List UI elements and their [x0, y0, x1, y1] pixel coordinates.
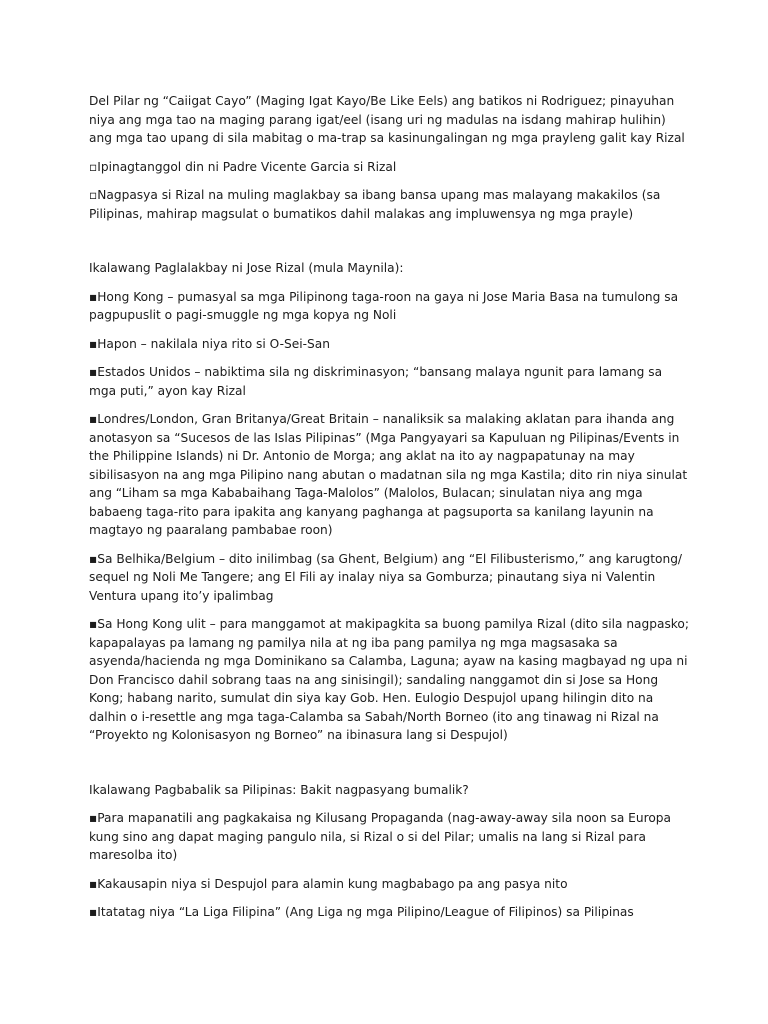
section-title-ikalawang-paglalakbay: Ikalawang Paglalakbay ni Jose Rizal (mula Maynila):	[89, 261, 404, 275]
paragraph-caiigat-cayo: Del Pilar ng “Caiigat Cayo” (Maging Igat Kayo/Be Like Eels) ang batikos ni Rodriguez; pinayuhan niya ang mga tao na maging parang igat/eel (isang uri ng madulas na isdang mahirap hulihin) ang mga tao upang di sila mabitag o ma-trap sa kasinungalingan ng mga prayleng galit kay Rizal	[89, 94, 685, 145]
list-item-hapon: ▪Hapon – nakilala niya rito si O-Sei-San	[89, 336, 330, 351]
list-item-propaganda: ▪Para mapanatili ang pagkakaisa ng Kilusang Propaganda (nag-away-away sila noon sa Europa kung sino ang dapat maging pangulo nila, si Rizal o si del Pilar; umalis na lang si Rizal para maresolba ito)	[89, 811, 671, 862]
list-item-despujol: ▪Kakausapin niya si Despujol para alamin kung magbabago pa ang pasya nito	[89, 876, 568, 891]
list-item-belhika: ▪Sa Belhika/Belgium – dito inilimbag (sa Ghent, Belgium) ang “El Filibusterismo,” ang karugtong/ sequel ng Noli Me Tangere; ang El Fili ay inalay niya sa Gomburza; pinautang siya ni Valentin Ventura upang ito’y ipalimbag	[89, 551, 683, 603]
list-item-hong-kong: ▪Hong Kong – pumasyal sa mga Pilipinong taga-roon na gaya ni Jose Maria Basa na tumulong sa pagpupuslit o pagi-smuggle ng mga kopya ng Noli	[89, 289, 679, 322]
list-item-hong-kong-ulit: ▪Sa Hong Kong ulit – para manggamot at makipagkita sa buong pamilya Rizal (dito sila nagpasko; kapapalayas pa lamang ng pamilya nila at ng iba pang pamilya ng mga magsasaka sa asyenda/hacienda ng mga Dominikano sa Calamba, Laguna; ayaw na kasing magbayad ng upa ni Don Francisco dahil sobrang taas na ang sinisingil); sandaling nanggamot din si Jose sa Hong Kong; habang narito, sumulat din siya kay Gob. Hen. Eulogio Despujol upang hilingin dito na dalhin o i-resettle ang mga taga-Calamba sa Sabah/North Borneo (ito ang tinawag ni Rizal na “Proyekto ng Kolonisasyon ng Borneo” na ibinasura lang si Despujol)	[89, 617, 689, 742]
document-page	[89, 92, 689, 932]
paragraph-garcia: ▫Ipinagtanggol din ni Padre Vicente Garcia si Rizal	[89, 159, 397, 174]
list-item-londres: ▪Londres/London, Gran Britanya/Great Britain – nanaliksik sa malaking aklatan para ihanda ang anotasyon sa “Sucesos de las Islas Pilipinas” (Mga Pangyayari sa Kapuluan ng Pilipinas/Events in the Philippine Islands) ni Dr. Antonio de Morga; ang aklat na ito ay nagpapatunay na may sibilisasyon na ang mga Pilipino nang abutan o madatnan sila ng mga Kastila; dito rin niya sinulat ang “Liham sa mga Kababaihang Taga-Malolos” (Malolos, Bulacan; sinulatan niya ang mga babaeng taga-rito para ipakita ang kanyang paghanga at pagsuporta sa kanilang layunin na magtayo ng paaralang pambabae roon)	[89, 412, 688, 537]
section-title-ikalawang-pagbabalik: Ikalawang Pagbabalik sa Pilipinas: Bakit nagpasyang bumalik?	[89, 782, 469, 797]
paragraph-nagpasya: ▫Nagpasya si Rizal na muling maglakbay sa ibang bansa upang mas malayang makakilos (sa Pilipinas, mahirap magsulat o bumatikos dahil malakas ang impluwensya ng mga prayle)	[89, 188, 661, 221]
section-spacer	[89, 755, 689, 781]
list-item-la-liga: ▪Itatatag niya “La Liga Filipina” (Ang Liga ng mga Pilipino/League of Filipinos) sa Pilipinas	[89, 905, 634, 919]
section-spacer	[89, 233, 689, 259]
list-item-estados-unidos: ▪Estados Unidos – nabiktima sila ng diskriminasyon; “bansang malaya ngunit para lamang sa mga puti,” ayon kay Rizal	[89, 365, 663, 398]
